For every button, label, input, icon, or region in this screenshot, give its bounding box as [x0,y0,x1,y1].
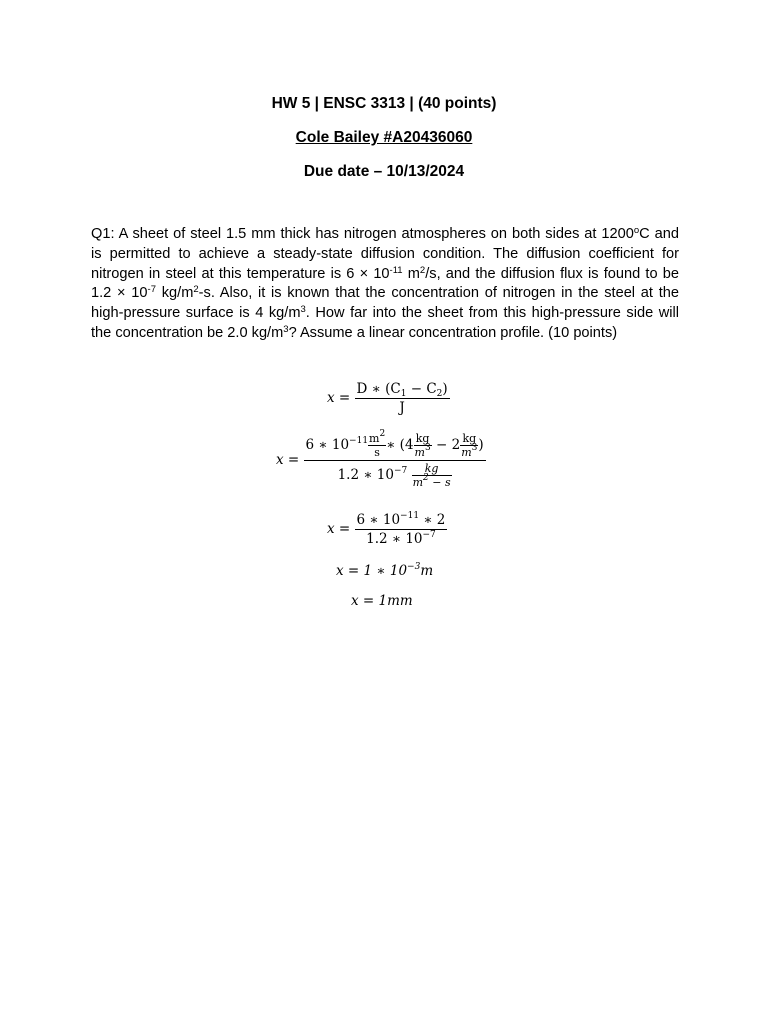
equation-3: x = $\frac{6 ∗ 10^{-11} ∗ 2}{1.2 ∗ 10^{-7}}$ [327,511,446,547]
equation-4: x = 1 ∗ $10^{-3}m$ [336,562,434,579]
equation-5: x = 1mm [351,593,413,609]
student-name: Cole Bailey #A20436060 [295,129,473,146]
due-date: Due date – 10/13/2024 [303,163,465,180]
equation-1: x = $\frac{D ∗ (C_1 - C_2)}{J}$ [327,381,448,416]
equation-2: x = 6 ∗ $10^{-11}$ $\frac{m^2}{s}$ ∗ (4 $\frac{kg}{m^3}$ − 2 $\frac{kg}{m^3}$ ) 1.2 ∗ $10^{-7}$ $\frac{kg}{m^2 - s}$ [276,429,484,489]
question-text: Q1: A sheet of steel 1.5 mm thick has nitrogen atmospheres on both sides at 1200$^o$C and is permitted to achieve a steady-state diffusion condition. The diffusion coefficient for nitrogen in steel at this temperature is $6 \times 10^{-11}$ $m^2/s$, and the diffusion flux is found to be $1.2 \times 10^{-7}$ $kg/m^2-s$. Also, it is known that the concentration of nitrogen in the steel at the high-pressure surface is 4 $kg/m^3$. How far into the sheet from this high-pressure side will the concentration be 2.0 $kg/m^3$? Assume a linear concentration profile. (10 points) [91,225,679,341]
assignment-title: HW 5 | ENSC 3313 | (40 points) [271,95,497,112]
